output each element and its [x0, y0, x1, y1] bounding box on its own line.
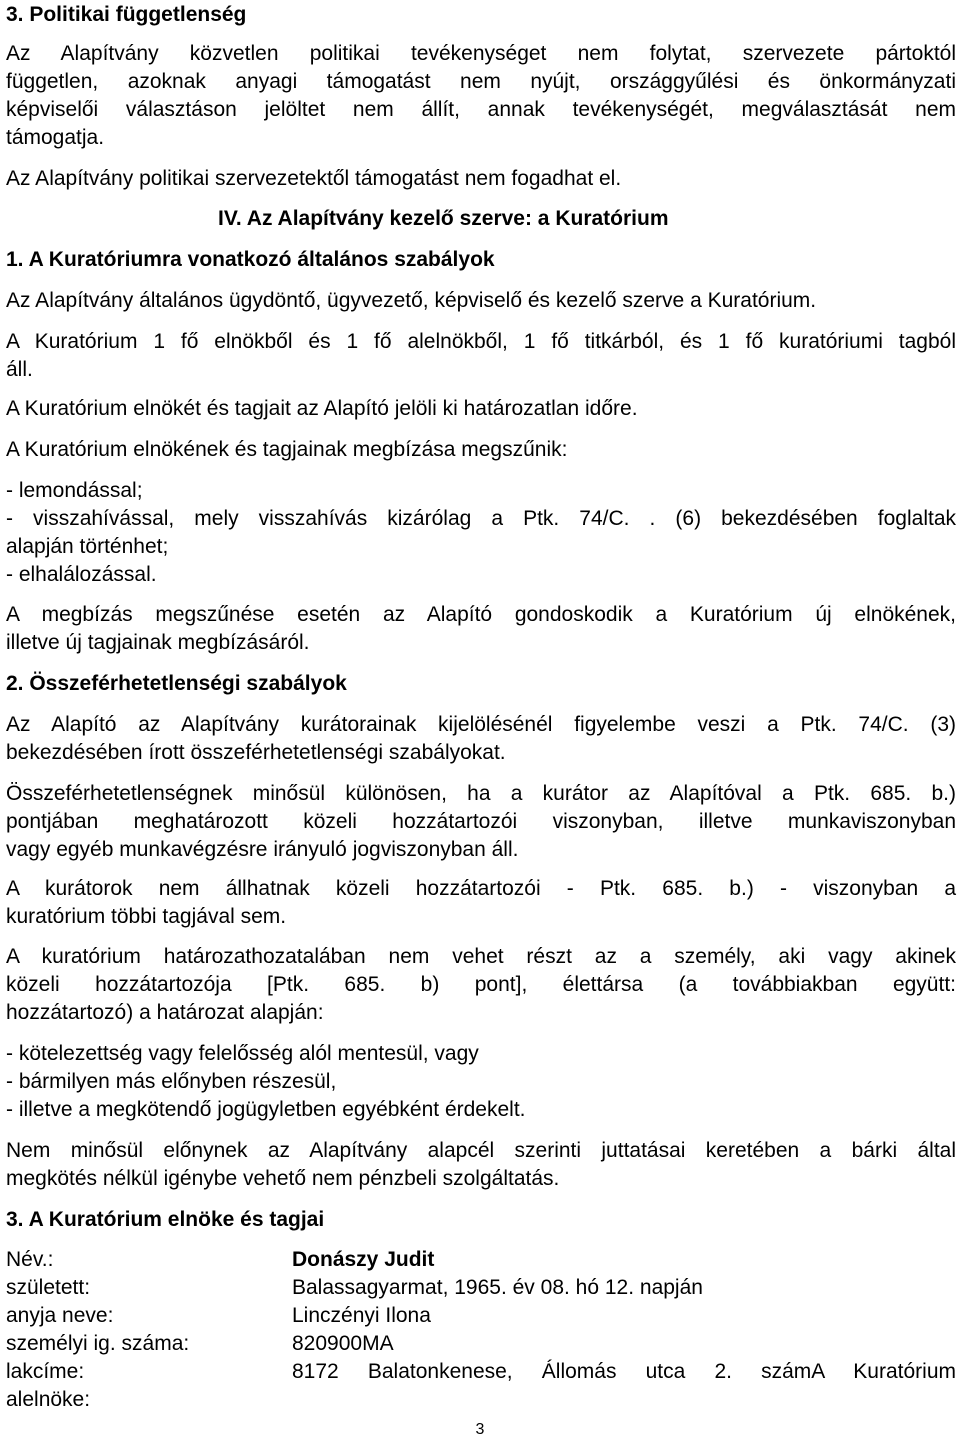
paragraph-line: áll.: [6, 358, 33, 381]
paragraph-line: A megbízás megszűnése esetén az Alapító gondoskodik a Kuratórium új elnökének,: [6, 603, 956, 626]
paragraph-line: illetve új tagjainak megbízásáról.: [6, 631, 310, 654]
paragraph-line: Az Alapítvány politikai szervezetektől támogatást nem fogadhat el.: [6, 167, 622, 190]
field-label: lakcíme:: [6, 1360, 85, 1383]
paragraph-line: megkötés nélkül igénybe vehető nem pénzbeli szolgáltatás.: [6, 1167, 560, 1190]
field-label: alelnöke:: [6, 1388, 91, 1411]
paragraph-line: A Kuratórium elnökének és tagjainak megbízása megszűnik:: [6, 438, 568, 461]
paragraph-line: Nem minősül előnynek az Alapítvány alapcél szerinti juttatásai keretében a bárki által: [6, 1139, 956, 1162]
paragraph-line: vagy egyéb munkavégzésre irányuló jogviszonyban áll.: [6, 838, 519, 861]
paragraph-line: képviselői választáson jelöltet nem állít, annak tevékenységét, megválasztását nem: [6, 98, 956, 121]
paragraph-line: Összeférhetetlenségnek minősül különösen, ha a kurátor az Alapítóval a Ptk. 685. b.): [6, 782, 956, 805]
field-label: Név.:: [6, 1248, 54, 1271]
list-item: - illetve a megkötendő jogügyletben egyébként érdekelt.: [6, 1098, 526, 1121]
paragraph-line: A Kuratórium elnökét és tagjait az Alapító jelöli ki határozatlan időre.: [6, 397, 638, 420]
list-item: - visszahívással, mely visszahívás kizárólag a Ptk. 74/C. . (6) bekezdésében foglaltak: [6, 507, 956, 530]
field-label: anyja neve:: [6, 1304, 114, 1327]
paragraph-line: bekezdésében írott összeférhetetlenségi szabályokat.: [6, 741, 506, 764]
subsection-heading: 1. A Kuratóriumra vonatkozó általános szabályok: [6, 248, 495, 271]
paragraph-line: hozzátartozó) a határozat alapján:: [6, 1001, 324, 1024]
page-number: 3: [475, 1421, 485, 1438]
paragraph-line: Az Alapító az Alapítvány kurátorainak kijelölésénél figyelembe veszi a Ptk. 74/C. (3): [6, 713, 956, 736]
field-label: személyi ig. száma:: [6, 1332, 190, 1355]
paragraph-line: A Kuratórium 1 fő elnökből és 1 fő alelnökből, 1 fő titkárból, és 1 fő kuratóriumi tagból: [6, 330, 956, 353]
list-item: - elhalálozással.: [6, 563, 157, 586]
paragraph-line: A kuratórium határozathozatalában nem vehet részt az a személy, aki vagy akinek: [6, 945, 956, 968]
field-value: Linczényi Ilona: [292, 1304, 431, 1327]
field-value: 820900MA: [292, 1332, 394, 1355]
field-value: Balassagyarmat, 1965. év 08. hó 12. napján: [292, 1276, 703, 1299]
paragraph-line: Az Alapítvány közvetlen politikai tevékenységet nem folytat, szervezete pártoktól: [6, 42, 956, 65]
field-value: Donászy Judit: [292, 1248, 435, 1271]
paragraph-line: kuratórium többi tagjával sem.: [6, 905, 287, 928]
subsection-heading: 2. Összeférhetetlenségi szabályok: [6, 672, 347, 695]
field-label: született:: [6, 1276, 91, 1299]
paragraph-line: támogatja.: [6, 126, 105, 149]
section-heading: 3. Politikai függetlenség: [6, 3, 247, 26]
paragraph-line: független, azoknak anyagi támogatást nem nyújt, országgyűlési és önkormányzati: [6, 70, 956, 93]
paragraph-line: közeli hozzátartozója [Ptk. 685. b) pont], élettársa (a továbbiakban együtt:: [6, 973, 956, 996]
field-value: 8172 Balatonkenese, Állomás utca 2. számA Kuratórium: [292, 1360, 956, 1383]
paragraph-line: Az Alapítvány általános ügydöntő, ügyvezető, képviselő és kezelő szerve a Kuratórium.: [6, 289, 817, 312]
list-item: - lemondással;: [6, 479, 143, 502]
list-item: - kötelezettség vagy felelősség alól mentesül, vagy: [6, 1042, 479, 1065]
list-item: alapján történhet;: [6, 535, 169, 558]
paragraph-line: A kurátorok nem állhatnak közeli hozzátartozói - Ptk. 685. b.) - viszonyban a: [6, 877, 956, 900]
list-item: - bármilyen más előnyben részesül,: [6, 1070, 337, 1093]
subsection-heading: 3. A Kuratórium elnöke és tagjai: [6, 1208, 325, 1231]
chapter-title: IV. Az Alapítvány kezelő szerve: a Kuratórium: [218, 207, 669, 230]
paragraph-line: pontjában meghatározott közeli hozzátartozói viszonyban, illetve munkaviszonyban: [6, 810, 956, 833]
